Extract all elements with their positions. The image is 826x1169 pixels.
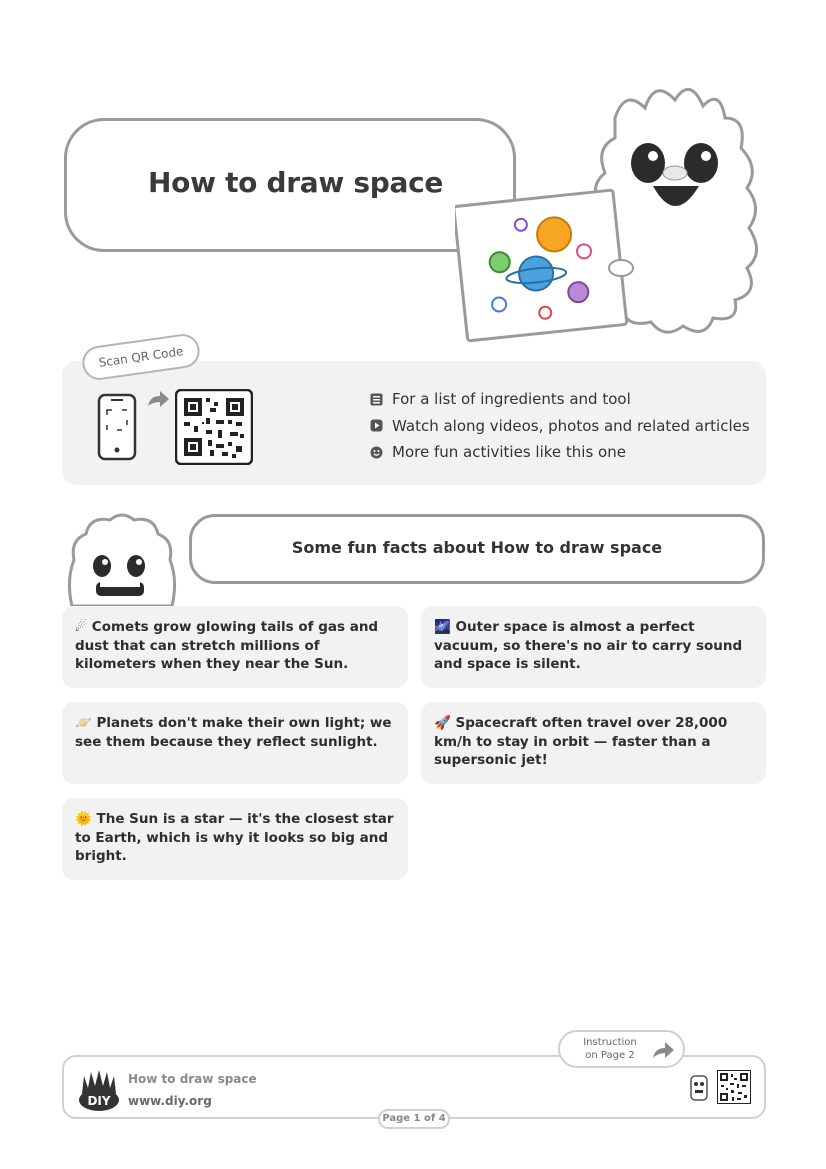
smiley-icon <box>370 446 383 459</box>
facts-title: Some fun facts about How to draw space <box>291 538 663 557</box>
fact-card: 🌞 The Sun is a star — it's the closest star to Earth, which is why it looks so big and bright. <box>62 798 408 880</box>
svg-text:DIY: DIY <box>87 1094 111 1108</box>
qr-code-small-icon[interactable] <box>717 1070 751 1104</box>
benefit-ingredients[interactable] <box>370 386 750 413</box>
benefits-list <box>370 386 750 466</box>
fact-card: 🪐 Planets don't make their own light; we see them because they reflect sunlight. <box>62 702 408 784</box>
instruction-label: Instruction on Page 2 <box>583 1037 637 1061</box>
phone-scan-icon <box>96 392 138 462</box>
footer-url[interactable]: www.diy.org <box>128 1094 212 1108</box>
mascot-peeking-illustration <box>66 510 178 606</box>
benefit-videos[interactable] <box>370 413 750 440</box>
page-title: How to draw space <box>148 166 444 199</box>
play-icon <box>370 419 383 432</box>
arrow-right-icon <box>146 390 170 410</box>
list-icon <box>370 393 383 406</box>
mascot-left-eye <box>631 143 665 183</box>
diy-logo-icon[interactable] <box>78 1068 120 1112</box>
benefit-text: More fun activities like this one <box>392 443 626 462</box>
mini-mascot-icon <box>688 1072 710 1102</box>
benefit-activities[interactable] <box>370 439 750 466</box>
space-drawing-card <box>455 190 627 341</box>
page-indicator: Page 1 of 4 <box>378 1109 450 1129</box>
scan-qr-tag: Scan QR Code <box>80 332 202 382</box>
fact-card: 🚀 Spacecraft often travel over 28,000 km/h to stay in orbit — faster than a supersonic jet! <box>421 702 766 784</box>
fact-card: ☄ Comets grow glowing tails of gas and dust that can stretch millions of kilometers when they near the Sun. <box>62 606 408 688</box>
benefit-text: Watch along videos, photos and related articles <box>392 416 750 435</box>
fact-card: 🌌 Outer space is almost a perfect vacuum, so there's no air to carry sound and space is silent. <box>421 606 766 688</box>
qr-code-icon[interactable] <box>175 389 253 465</box>
mascot-right-eye <box>684 143 718 183</box>
mascot-holding-drawing-illustration <box>455 78 767 343</box>
arrow-right-icon <box>651 1041 675 1061</box>
benefit-text: For a list of ingredients and tool <box>392 390 631 409</box>
footer-title: How to draw space <box>128 1072 257 1086</box>
